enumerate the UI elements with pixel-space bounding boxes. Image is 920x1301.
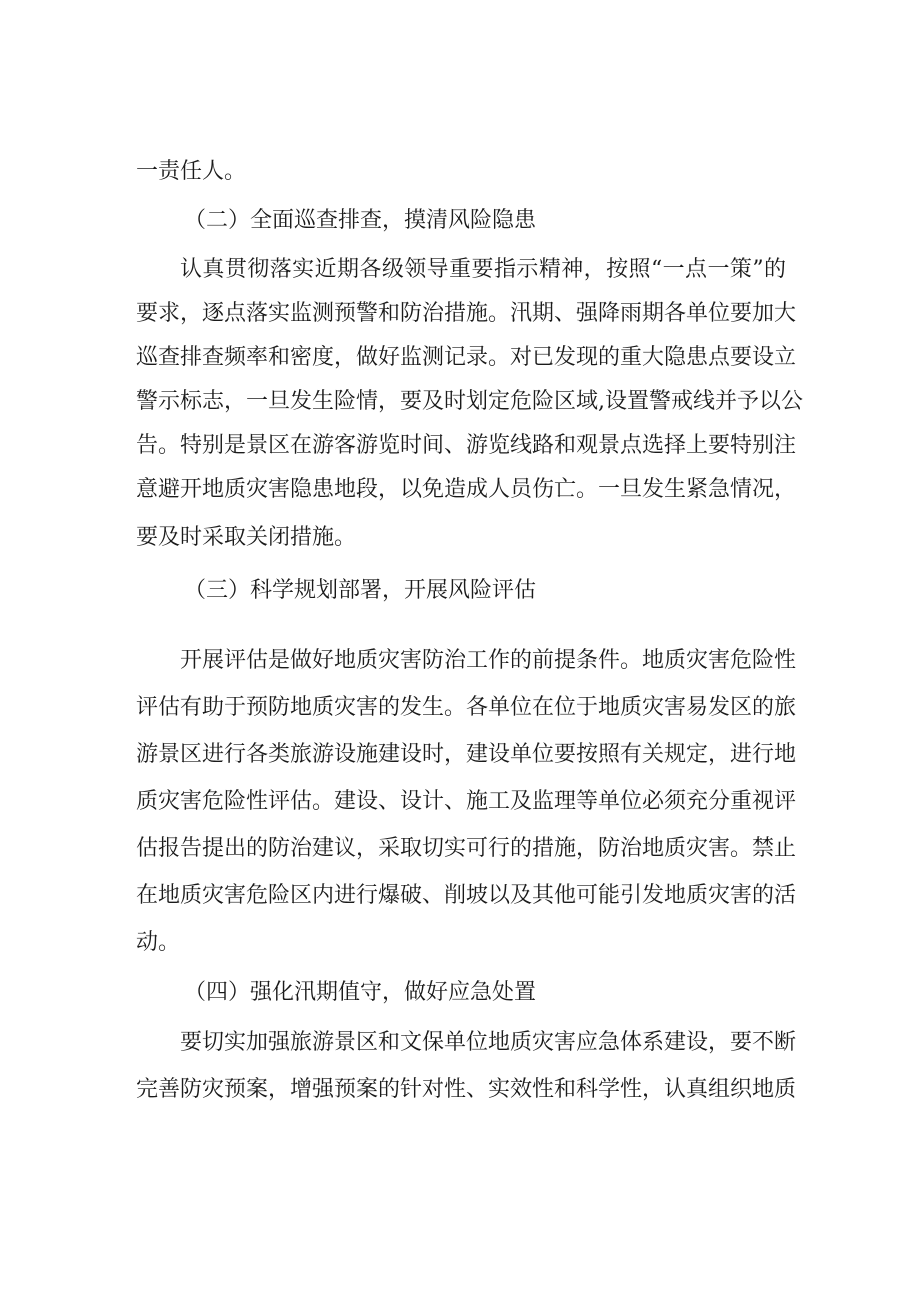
section-3-line-3: 游景区进行各类旅游设施建设时，建设单位要按照有关规定，进行地	[136, 742, 797, 767]
section-2-line-1: 认真贯彻落实近期各级领导重要指示精神，按照“一点一策”的	[180, 257, 786, 282]
section-3-heading: （三）科学规划部署，开展风险评估	[184, 578, 537, 603]
section-2-line-5: 告。特别是景区在游客游览时间、游览线路和观景点选择上要特别注	[136, 433, 797, 458]
section-3-line-5: 估报告提出的防治建议，采取切实可行的措施，防治地质灾害。禁止	[136, 836, 797, 861]
section-3-line-2: 评估有助于预防地质灾害的发生。各单位在位于地质灾害易发区的旅	[136, 695, 797, 720]
section-2-line-6: 意避开地质灾害隐患地段，以免造成人员伤亡。一旦发生紧急情况，	[136, 477, 797, 502]
section-2-line-2: 要求，逐点落实监测预警和防治措施。汛期、强降雨期各单位要加大	[136, 301, 797, 326]
section-3-line-4: 质灾害危险性评估。建设、设计、施工及监理等单位必须充分重视评	[136, 789, 797, 814]
section-2-heading: （二）全面巡查排查，摸清风险隐患	[184, 208, 537, 233]
section-2-line-7: 要及时采取关闭措施。	[136, 525, 357, 550]
section-4-line-1: 要切实加强旅游景区和文保单位地质灾害应急体系建设，要不断	[180, 1030, 797, 1055]
section-2-line-3: 巡查排查频率和密度，做好监测记录。对已发现的重大隐患点要设立	[136, 345, 797, 370]
section-3-line-6: 在地质灾害危险区内进行爆破、削坡以及其他可能引发地质灾害的活	[136, 883, 797, 908]
intro-tail-line: 一责任人。	[136, 159, 247, 184]
section-3-line-1: 开展评估是做好地质灾害防治工作的前提条件。地质灾害危险性	[180, 648, 797, 673]
section-2-line-4: 警示标志，一旦发生险情，要及时划定危险区域,设置警戒线并予以公	[136, 389, 803, 414]
section-4-line-2: 完善防灾预案，增强预案的针对性、实效性和科学性，认真组织地质	[136, 1077, 797, 1102]
section-4-heading: （四）强化汛期值守，做好应急处置	[184, 980, 537, 1005]
section-3-line-7: 动。	[136, 930, 181, 955]
